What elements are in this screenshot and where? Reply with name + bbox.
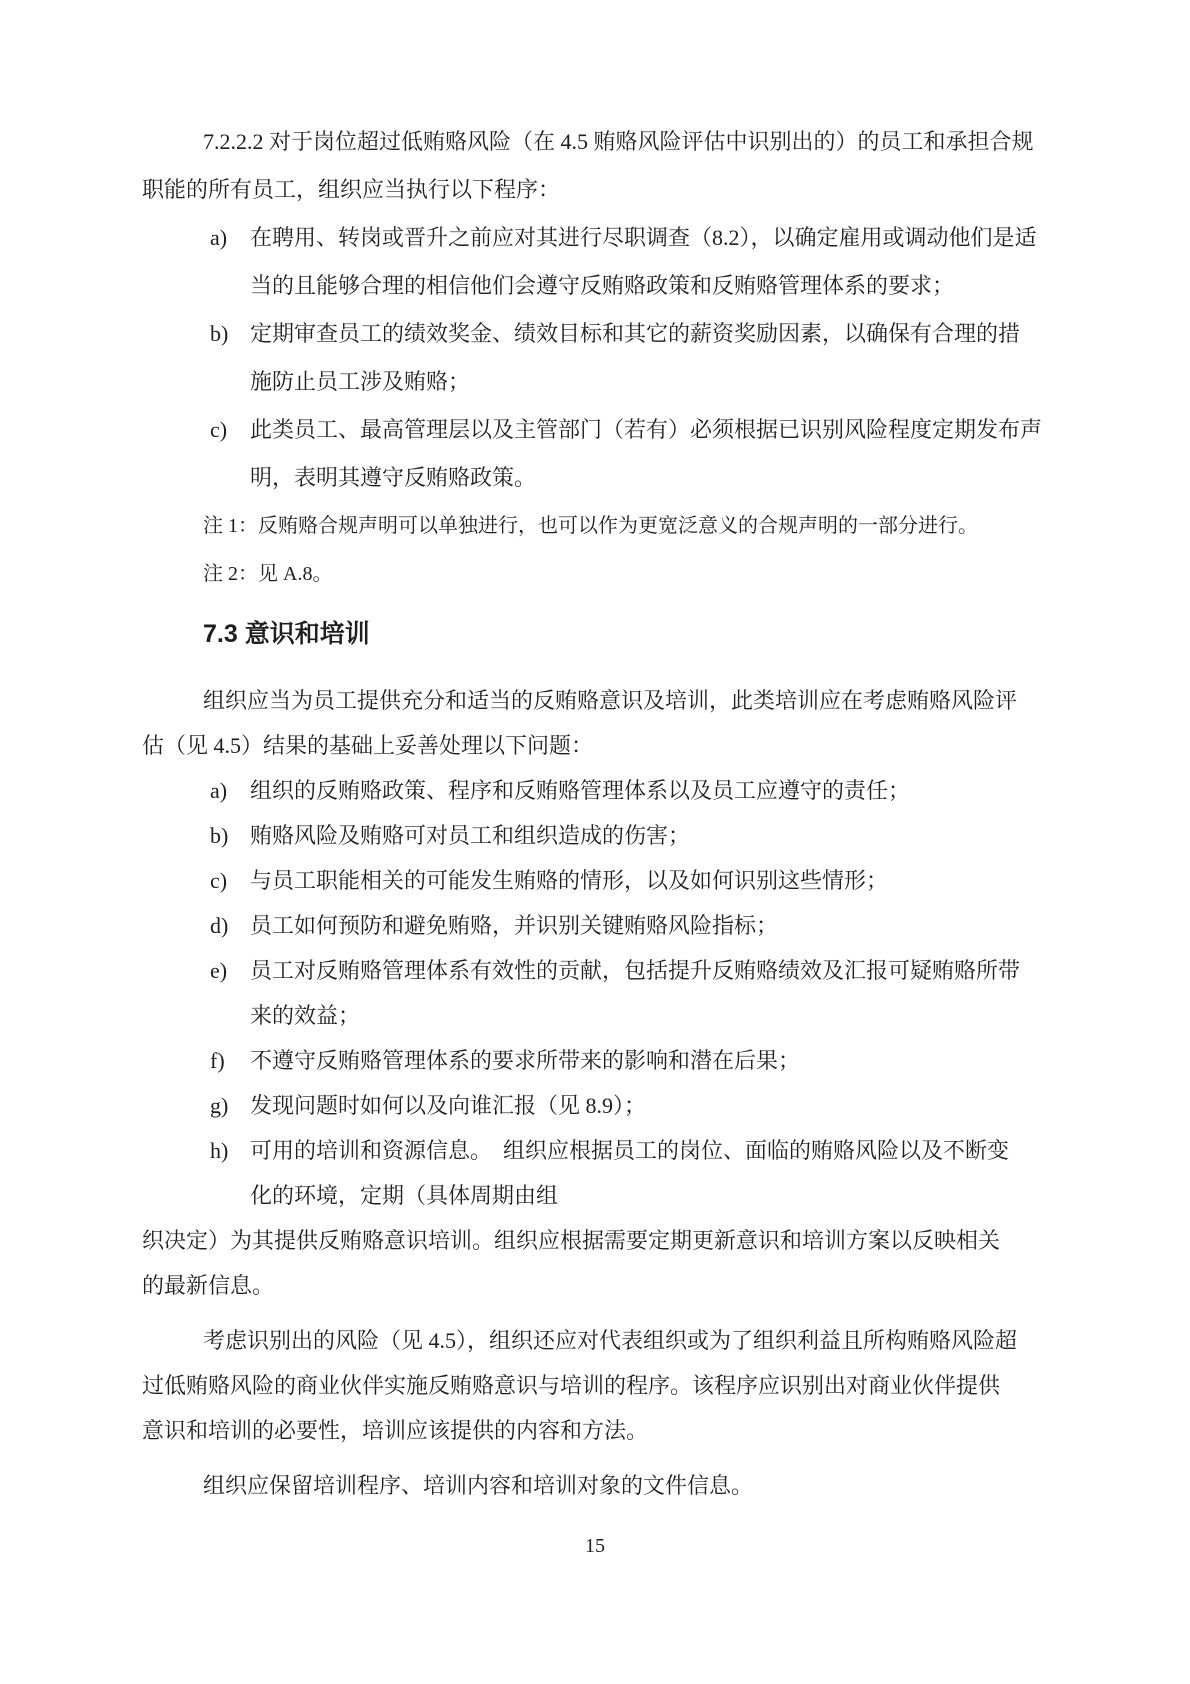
list-marker: a) <box>210 225 228 250</box>
list-marker: b) <box>210 321 229 346</box>
list-item-text: 不遵守反贿赂管理体系的要求所带来的影响和潜在后果； <box>250 1048 801 1073</box>
list-item-g <box>142 1083 1048 1128</box>
list-marker: b) <box>210 823 229 848</box>
text-line <box>210 1128 1048 1173</box>
text-line: 考虑识别出的风险（见 4.5），组织还应对代表组织或为了组织利益且所构贿赂风险超 <box>203 1328 1018 1353</box>
text-line: 估（见 4.5）结果的基础上妥善处理以下问题： <box>142 733 594 758</box>
text-line <box>210 948 1048 993</box>
list-item-text: 定期审查员工的绩效奖金、绩效目标和其它的薪资奖励因素，以确保有合理的措 <box>250 321 1021 346</box>
list-item-d <box>142 903 1048 948</box>
list-marker: g) <box>210 1093 229 1118</box>
paragraph <box>142 1318 1048 1453</box>
text-line: 组织应保留培训程序、培训内容和培训对象的文件信息。 <box>203 1473 754 1498</box>
list-item-text: 与员工职能相关的可能发生贿赂的情形，以及如何识别这些情形； <box>250 868 889 893</box>
list-item-text: 发现问题时如何以及向谁汇报（见 8.9）； <box>250 1093 647 1118</box>
list-marker: c) <box>210 868 228 893</box>
text-line: 当的且能够合理的相信他们会遵守反贿赂政策和反贿赂管理体系的要求； <box>250 273 955 298</box>
list-item-text: 此类员工、最高管理层以及主管部门（若有）必须根据已识别风险程度定期发布声 <box>250 417 1043 442</box>
list-marker: e) <box>210 958 228 983</box>
list-item-text: 员工如何预防和避免贿赂，并识别关键贿赂风险指标； <box>250 913 779 938</box>
text-line: 7.3 意识和培训 <box>203 620 370 648</box>
list-item-b <box>142 310 1048 406</box>
list-item-a <box>142 214 1048 310</box>
paragraph <box>142 1463 1048 1508</box>
list-marker: h) <box>210 1138 229 1163</box>
text-line <box>210 406 1048 454</box>
list-marker: a) <box>210 778 228 803</box>
text-line <box>210 310 1048 358</box>
text-line <box>210 858 1048 903</box>
document-content <box>142 118 1048 1508</box>
page-number: 15 <box>585 1535 605 1557</box>
list-item-h <box>142 1128 1048 1218</box>
text-line: 来的效益； <box>250 1003 361 1028</box>
list-item-c <box>142 858 1048 903</box>
list-item-text: 员工对反贿赂管理体系有效性的贡献，包括提升反贿赂绩效及汇报可疑贿赂所带 <box>250 958 1021 983</box>
list-item-e <box>142 948 1048 1038</box>
paragraph <box>142 118 1048 214</box>
text-line: 组织应当为员工提供充分和适当的反贿赂意识及培训，此类培训应在考虑贿赂风险评 <box>203 688 1018 713</box>
list-item-a <box>142 768 1048 813</box>
text-line: 施防止员工涉及贿赂； <box>250 369 471 394</box>
text-line <box>210 1083 1048 1128</box>
text-line: 过低贿赂风险的商业伙伴实施反贿赂意识与培训的程序。该程序应识别出对商业伙伴提供 <box>142 1373 1001 1398</box>
list-item-text: 组织的反贿赂政策、程序和反贿赂管理体系以及员工应遵守的责任； <box>250 778 911 803</box>
text-line: 的最新信息。 <box>142 1273 275 1298</box>
text-line: 注 1：反贿赂合规声明可以单独进行，也可以作为更宽泛意义的合规声明的一部分进行。 <box>203 515 978 537</box>
list-item-text: 贿赂风险及贿赂可对员工和组织造成的伤害； <box>250 823 691 848</box>
text-line: 织决定）为其提供反贿赂意识培训。组织应根据需要定期更新意识和培训方案以反映相关 <box>142 1228 1001 1253</box>
text-line <box>210 813 1048 858</box>
list-marker: d) <box>210 913 229 938</box>
list-marker: c) <box>210 417 228 442</box>
list-item-text: 可用的培训和资源信息。 组织应根据员工的岗位、面临的贿赂风险以及不断变 <box>250 1138 1010 1163</box>
section-heading <box>142 616 1048 652</box>
text-line: 明，表明其遵守反贿赂政策。 <box>250 465 537 490</box>
list-item-f <box>142 1038 1048 1083</box>
list-item-c <box>142 406 1048 502</box>
note <box>142 502 1048 550</box>
text-line: 意识和培训的必要性，培训应该提供的内容和方法。 <box>142 1418 649 1443</box>
list-marker: f) <box>210 1048 225 1073</box>
paragraph <box>142 678 1048 768</box>
list-item-b <box>142 813 1048 858</box>
text-line <box>210 768 1048 813</box>
note <box>142 550 1048 598</box>
paragraph-continuation <box>142 1218 1048 1308</box>
text-line: 7.2.2.2 对于岗位超过低贿赂风险（在 4.5 贿赂风险评估中识别出的）的员工和承担合规 <box>203 129 1034 154</box>
text-line: 化的环境，定期（具体周期由组 <box>250 1183 559 1208</box>
text-line: 职能的所有员工，组织应当执行以下程序： <box>142 177 561 202</box>
text-line <box>210 1038 1048 1083</box>
text-line: 注 2：见 A.8。 <box>203 563 333 585</box>
text-line <box>210 214 1048 262</box>
text-line <box>210 903 1048 948</box>
list-item-text: 在聘用、转岗或晋升之前应对其进行尽职调查（8.2），以确定雇用或调动他们是适 <box>250 225 1037 250</box>
